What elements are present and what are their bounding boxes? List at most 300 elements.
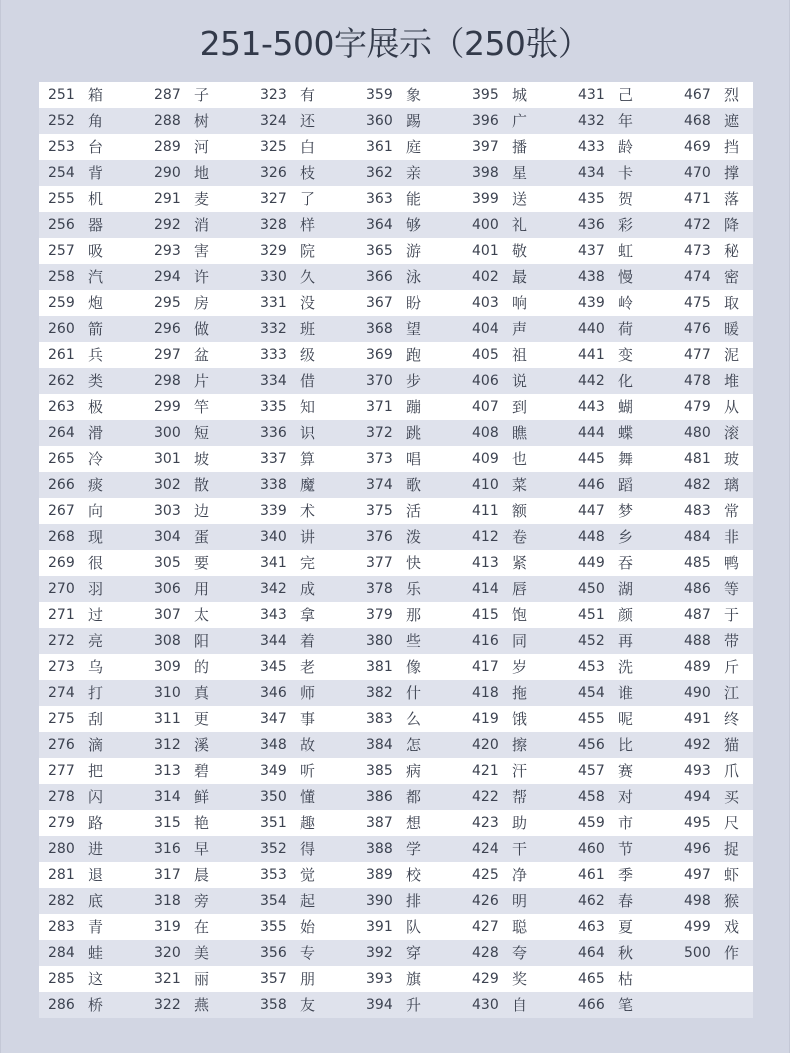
character: 用 bbox=[194, 580, 210, 598]
character: 青 bbox=[88, 918, 104, 936]
table-cell bbox=[569, 212, 675, 238]
character-number: 445 bbox=[578, 451, 605, 467]
table-cell bbox=[251, 862, 357, 888]
table-cell bbox=[675, 836, 753, 862]
table-cell bbox=[357, 784, 463, 810]
character-number: 437 bbox=[578, 243, 605, 259]
character: 乡 bbox=[618, 528, 634, 546]
table-cell bbox=[463, 862, 569, 888]
table-row bbox=[39, 342, 753, 368]
character-number: 342 bbox=[260, 581, 287, 597]
character-number: 497 bbox=[684, 867, 711, 883]
character-number: 296 bbox=[154, 321, 181, 337]
character: 有 bbox=[300, 86, 316, 104]
table-cell bbox=[145, 680, 251, 706]
character-number: 362 bbox=[366, 165, 393, 181]
table-cell bbox=[357, 706, 463, 732]
character-number: 348 bbox=[260, 737, 287, 753]
character-number: 425 bbox=[472, 867, 499, 883]
table-cell bbox=[675, 134, 753, 160]
table-row bbox=[39, 524, 753, 550]
character: 师 bbox=[300, 684, 316, 702]
character-number: 364 bbox=[366, 217, 393, 233]
character-number: 474 bbox=[684, 269, 711, 285]
character-number: 461 bbox=[578, 867, 605, 883]
character: 呢 bbox=[618, 710, 634, 728]
character: 桥 bbox=[88, 996, 104, 1014]
character-number: 349 bbox=[260, 763, 287, 779]
table-cell bbox=[463, 602, 569, 628]
character: 从 bbox=[724, 398, 740, 416]
table-cell bbox=[569, 264, 675, 290]
character: 退 bbox=[88, 866, 104, 884]
character: 蛙 bbox=[88, 944, 104, 962]
table-cell bbox=[675, 212, 753, 238]
character-number: 457 bbox=[578, 763, 605, 779]
table-cell bbox=[145, 368, 251, 394]
character-number: 336 bbox=[260, 425, 287, 441]
table-cell bbox=[39, 524, 145, 550]
character: 排 bbox=[406, 892, 422, 910]
character-number: 293 bbox=[154, 243, 181, 259]
table-cell bbox=[145, 888, 251, 914]
character-number: 271 bbox=[48, 607, 75, 623]
table-cell bbox=[39, 602, 145, 628]
character: 这 bbox=[88, 970, 104, 988]
character-number: 397 bbox=[472, 139, 499, 155]
table-cell bbox=[145, 810, 251, 836]
character: 房 bbox=[194, 294, 210, 312]
character-number: 276 bbox=[48, 737, 75, 753]
character: 样 bbox=[300, 216, 316, 234]
character-number: 495 bbox=[684, 815, 711, 831]
character: 想 bbox=[406, 814, 422, 832]
character-number: 278 bbox=[48, 789, 75, 805]
character-number: 282 bbox=[48, 893, 75, 909]
table-cell bbox=[569, 82, 675, 108]
character: 旁 bbox=[194, 892, 210, 910]
character-number: 379 bbox=[366, 607, 393, 623]
character-number: 317 bbox=[154, 867, 181, 883]
character: 类 bbox=[88, 372, 104, 390]
character-number: 361 bbox=[366, 139, 393, 155]
table-row bbox=[39, 82, 753, 108]
table-row bbox=[39, 992, 753, 1018]
table-cell bbox=[675, 888, 753, 914]
character: 刮 bbox=[88, 710, 104, 728]
character: 专 bbox=[300, 944, 316, 962]
character-number: 403 bbox=[472, 295, 499, 311]
character-number: 263 bbox=[48, 399, 75, 415]
character-number: 307 bbox=[154, 607, 181, 623]
character-number: 392 bbox=[366, 945, 393, 961]
table-cell bbox=[463, 992, 569, 1018]
character: 谁 bbox=[618, 684, 634, 702]
character: 能 bbox=[406, 190, 422, 208]
table-row bbox=[39, 108, 753, 134]
character: 蝶 bbox=[618, 424, 634, 442]
character-number: 396 bbox=[472, 113, 499, 129]
character-number: 401 bbox=[472, 243, 499, 259]
character-number: 429 bbox=[472, 971, 499, 987]
character: 瞧 bbox=[512, 424, 528, 442]
character: 明 bbox=[512, 892, 528, 910]
table-cell bbox=[569, 238, 675, 264]
character-number: 272 bbox=[48, 633, 75, 649]
character-number: 305 bbox=[154, 555, 181, 571]
character-number: 266 bbox=[48, 477, 75, 493]
character: 挡 bbox=[724, 138, 740, 156]
character-number: 274 bbox=[48, 685, 75, 701]
character: 台 bbox=[88, 138, 104, 156]
character: 岁 bbox=[512, 658, 528, 676]
character-number: 319 bbox=[154, 919, 181, 935]
character-number: 486 bbox=[684, 581, 711, 597]
character-number: 325 bbox=[260, 139, 287, 155]
table-cell bbox=[251, 550, 357, 576]
character: 龄 bbox=[618, 138, 634, 156]
character-number: 451 bbox=[578, 607, 605, 623]
table-cell bbox=[569, 758, 675, 784]
character: 星 bbox=[512, 164, 528, 182]
character-number: 481 bbox=[684, 451, 711, 467]
table-cell bbox=[463, 186, 569, 212]
character: 蛋 bbox=[194, 528, 210, 546]
character-number: 256 bbox=[48, 217, 75, 233]
character-number: 435 bbox=[578, 191, 605, 207]
table-cell bbox=[675, 446, 753, 472]
character: 么 bbox=[406, 710, 422, 728]
table-cell bbox=[145, 966, 251, 992]
character: 讲 bbox=[300, 528, 316, 546]
character: 非 bbox=[724, 528, 740, 546]
character-number: 346 bbox=[260, 685, 287, 701]
character-number: 431 bbox=[578, 87, 605, 103]
character-number: 378 bbox=[366, 581, 393, 597]
character: 说 bbox=[512, 372, 528, 390]
table-row bbox=[39, 784, 753, 810]
table-cell bbox=[569, 680, 675, 706]
table-cell bbox=[251, 342, 357, 368]
character-number: 443 bbox=[578, 399, 605, 415]
character: 片 bbox=[194, 372, 210, 390]
table-cell bbox=[251, 966, 357, 992]
table-row bbox=[39, 914, 753, 940]
table-cell bbox=[39, 966, 145, 992]
character-number: 252 bbox=[48, 113, 75, 129]
character: 活 bbox=[406, 502, 422, 520]
character: 的 bbox=[194, 658, 210, 676]
character: 播 bbox=[512, 138, 528, 156]
character-number: 499 bbox=[684, 919, 711, 935]
character: 象 bbox=[406, 86, 422, 104]
character-number: 413 bbox=[472, 555, 499, 571]
table-cell bbox=[357, 446, 463, 472]
table-cell bbox=[357, 264, 463, 290]
character-number: 337 bbox=[260, 451, 287, 467]
character-number: 287 bbox=[154, 87, 181, 103]
character-number: 358 bbox=[260, 997, 287, 1013]
table-cell bbox=[675, 628, 753, 654]
character-number: 494 bbox=[684, 789, 711, 805]
table-cell bbox=[251, 186, 357, 212]
character-number: 315 bbox=[154, 815, 181, 831]
table-cell bbox=[463, 212, 569, 238]
character-number: 487 bbox=[684, 607, 711, 623]
character: 进 bbox=[88, 840, 104, 858]
character: 竿 bbox=[194, 398, 210, 416]
character: 打 bbox=[88, 684, 104, 702]
character-number: 368 bbox=[366, 321, 393, 337]
character: 始 bbox=[300, 918, 316, 936]
table-cell bbox=[145, 264, 251, 290]
character: 术 bbox=[300, 502, 316, 520]
character-number: 313 bbox=[154, 763, 181, 779]
character: 早 bbox=[194, 840, 210, 858]
table-cell bbox=[251, 420, 357, 446]
character: 落 bbox=[724, 190, 740, 208]
table-cell bbox=[463, 446, 569, 472]
table-cell bbox=[463, 836, 569, 862]
table-cell bbox=[569, 524, 675, 550]
character-number: 324 bbox=[260, 113, 287, 129]
table-cell bbox=[251, 524, 357, 550]
character: 慢 bbox=[618, 268, 634, 286]
table-row bbox=[39, 810, 753, 836]
character-number: 471 bbox=[684, 191, 711, 207]
character: 羽 bbox=[88, 580, 104, 598]
table-cell bbox=[675, 992, 753, 1018]
table-cell bbox=[675, 108, 753, 134]
character: 颜 bbox=[618, 606, 634, 624]
table-cell bbox=[251, 316, 357, 342]
character-number: 430 bbox=[472, 997, 499, 1013]
character-number: 456 bbox=[578, 737, 605, 753]
character: 拖 bbox=[512, 684, 528, 702]
table-cell bbox=[145, 446, 251, 472]
character-number: 447 bbox=[578, 503, 605, 519]
table-cell bbox=[39, 212, 145, 238]
character-number: 281 bbox=[48, 867, 75, 883]
character: 到 bbox=[512, 398, 528, 416]
table-cell bbox=[251, 212, 357, 238]
character-number: 441 bbox=[578, 347, 605, 363]
table-cell bbox=[569, 186, 675, 212]
character-number: 385 bbox=[366, 763, 393, 779]
table-row bbox=[39, 732, 753, 758]
character: 在 bbox=[194, 918, 210, 936]
table-cell bbox=[39, 914, 145, 940]
character: 级 bbox=[300, 346, 316, 364]
table-cell bbox=[463, 290, 569, 316]
character-number: 399 bbox=[472, 191, 499, 207]
character-number: 269 bbox=[48, 555, 75, 571]
table-cell bbox=[463, 498, 569, 524]
table-cell bbox=[145, 576, 251, 602]
character-number: 320 bbox=[154, 945, 181, 961]
character: 阳 bbox=[194, 632, 210, 650]
character: 斤 bbox=[724, 658, 740, 676]
character: 蝴 bbox=[618, 398, 634, 416]
character: 卷 bbox=[512, 528, 528, 546]
table-cell bbox=[675, 368, 753, 394]
table-cell bbox=[251, 784, 357, 810]
character-number: 275 bbox=[48, 711, 75, 727]
table-cell bbox=[357, 758, 463, 784]
table-cell bbox=[39, 992, 145, 1018]
character: 兵 bbox=[88, 346, 104, 364]
character-number: 490 bbox=[684, 685, 711, 701]
table-cell bbox=[357, 82, 463, 108]
character: 夸 bbox=[512, 944, 528, 962]
character-number: 400 bbox=[472, 217, 499, 233]
character: 化 bbox=[618, 372, 634, 390]
character: 密 bbox=[724, 268, 740, 286]
character-number: 500 bbox=[684, 945, 711, 961]
character-number: 353 bbox=[260, 867, 287, 883]
character: 璃 bbox=[724, 476, 740, 494]
character: 暖 bbox=[724, 320, 740, 338]
character-number: 390 bbox=[366, 893, 393, 909]
table-cell bbox=[145, 160, 251, 186]
character-number: 473 bbox=[684, 243, 711, 259]
character: 滚 bbox=[724, 424, 740, 442]
character-number: 370 bbox=[366, 373, 393, 389]
character-number: 295 bbox=[154, 295, 181, 311]
table-cell bbox=[675, 316, 753, 342]
table-cell bbox=[251, 888, 357, 914]
table-cell bbox=[39, 238, 145, 264]
character-number: 323 bbox=[260, 87, 287, 103]
character-number: 426 bbox=[472, 893, 499, 909]
character: 晨 bbox=[194, 866, 210, 884]
character-number: 303 bbox=[154, 503, 181, 519]
character: 那 bbox=[406, 606, 422, 624]
character-number: 375 bbox=[366, 503, 393, 519]
table-cell bbox=[145, 914, 251, 940]
character: 踢 bbox=[406, 112, 422, 130]
character-number: 459 bbox=[578, 815, 605, 831]
table-cell bbox=[39, 342, 145, 368]
character: 彩 bbox=[618, 216, 634, 234]
character: 聪 bbox=[512, 918, 528, 936]
character: 市 bbox=[618, 814, 634, 832]
character: 买 bbox=[724, 788, 740, 806]
character: 年 bbox=[618, 112, 634, 130]
character: 亮 bbox=[88, 632, 104, 650]
character-number: 254 bbox=[48, 165, 75, 181]
character-number: 428 bbox=[472, 945, 499, 961]
table-cell bbox=[463, 108, 569, 134]
character-number: 411 bbox=[472, 503, 499, 519]
character: 班 bbox=[300, 320, 316, 338]
character: 病 bbox=[406, 762, 422, 780]
character: 魔 bbox=[300, 476, 316, 494]
character: 底 bbox=[88, 892, 104, 910]
character: 事 bbox=[300, 710, 316, 728]
character-number: 338 bbox=[260, 477, 287, 493]
character: 江 bbox=[724, 684, 740, 702]
character: 没 bbox=[300, 294, 316, 312]
character: 极 bbox=[88, 398, 104, 416]
character: 卡 bbox=[618, 164, 634, 182]
table-cell bbox=[251, 498, 357, 524]
character: 城 bbox=[512, 86, 528, 104]
table-row bbox=[39, 134, 753, 160]
character: 太 bbox=[194, 606, 210, 624]
character: 秋 bbox=[618, 944, 634, 962]
character-number: 444 bbox=[578, 425, 605, 441]
character: 亲 bbox=[406, 164, 422, 182]
character-number: 318 bbox=[154, 893, 181, 909]
character: 成 bbox=[300, 580, 316, 598]
character: 敬 bbox=[512, 242, 528, 260]
character-number: 452 bbox=[578, 633, 605, 649]
character: 擦 bbox=[512, 736, 528, 754]
table-cell bbox=[251, 914, 357, 940]
table-cell bbox=[569, 420, 675, 446]
table-cell bbox=[675, 602, 753, 628]
table-cell bbox=[675, 732, 753, 758]
character-number: 369 bbox=[366, 347, 393, 363]
character: 尺 bbox=[724, 814, 740, 832]
table-cell bbox=[145, 602, 251, 628]
character-number: 265 bbox=[48, 451, 75, 467]
table-cell bbox=[39, 888, 145, 914]
table-cell bbox=[675, 160, 753, 186]
character: 鸭 bbox=[724, 554, 740, 572]
character: 背 bbox=[88, 164, 104, 182]
table-cell bbox=[145, 186, 251, 212]
character-number: 374 bbox=[366, 477, 393, 493]
character: 听 bbox=[300, 762, 316, 780]
character-number: 357 bbox=[260, 971, 287, 987]
table-cell bbox=[357, 368, 463, 394]
character-number: 306 bbox=[154, 581, 181, 597]
character-number: 414 bbox=[472, 581, 499, 597]
character: 终 bbox=[724, 710, 740, 728]
character-number: 354 bbox=[260, 893, 287, 909]
table-cell bbox=[569, 342, 675, 368]
character: 枝 bbox=[300, 164, 316, 182]
character-table bbox=[39, 82, 753, 1018]
character-number: 404 bbox=[472, 321, 499, 337]
character: 蹦 bbox=[406, 398, 422, 416]
table-cell bbox=[357, 498, 463, 524]
character-number: 363 bbox=[366, 191, 393, 207]
character-number: 345 bbox=[260, 659, 287, 675]
character: 广 bbox=[512, 112, 528, 130]
character: 拿 bbox=[300, 606, 316, 624]
table-row bbox=[39, 186, 753, 212]
table-cell bbox=[569, 992, 675, 1018]
character: 泼 bbox=[406, 528, 422, 546]
character: 要 bbox=[194, 554, 210, 572]
character-number: 341 bbox=[260, 555, 287, 571]
character-number: 420 bbox=[472, 737, 499, 753]
character: 干 bbox=[512, 840, 528, 858]
character-number: 412 bbox=[472, 529, 499, 545]
character: 把 bbox=[88, 762, 104, 780]
character-number: 372 bbox=[366, 425, 393, 441]
table-cell bbox=[463, 472, 569, 498]
table-cell bbox=[39, 758, 145, 784]
table-cell bbox=[463, 706, 569, 732]
character: 向 bbox=[88, 502, 104, 520]
character: 鲜 bbox=[194, 788, 210, 806]
table-cell bbox=[357, 940, 463, 966]
character: 白 bbox=[300, 138, 316, 156]
